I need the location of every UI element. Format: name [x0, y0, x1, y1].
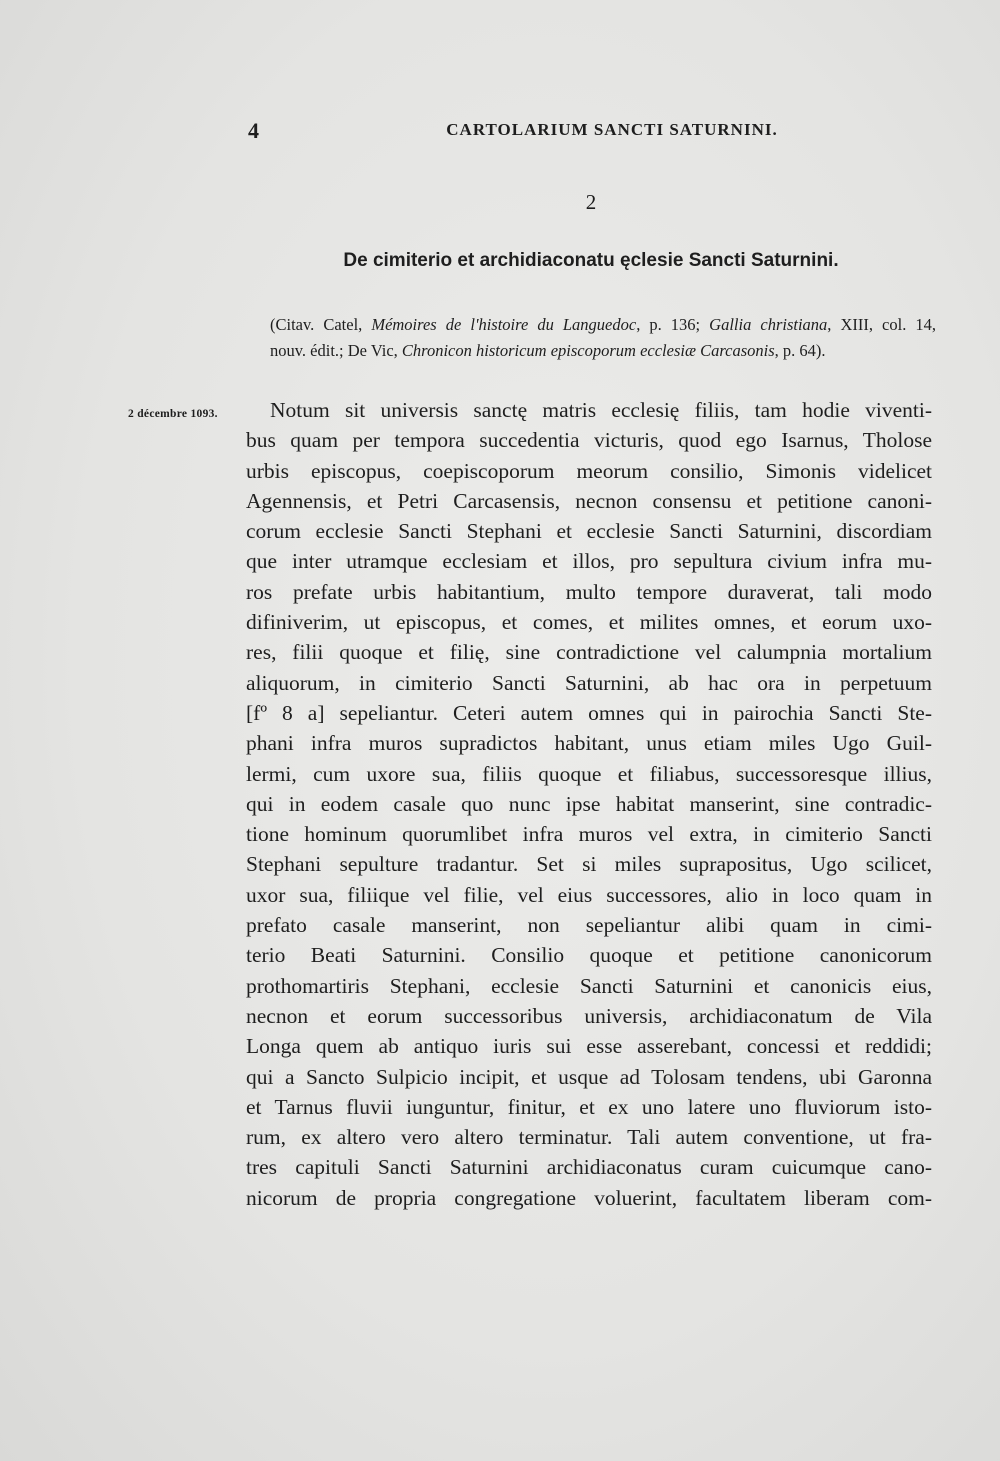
running-title: CARTOLARIUM SANCTI SATURNINI. — [446, 120, 778, 139]
citation-segment: nouv. édit.; De Vic, — [270, 341, 402, 360]
citation-work-title: Mémoires de l'histoire du Languedoc — [371, 315, 637, 334]
body-line: bus quam per tempora succedentia victuris, quod ego Isarnus, Tholose — [246, 428, 932, 453]
body-line: Notum sit universis sanctę matris ecclesię filiis, tam hodie viventi- — [270, 398, 932, 422]
citation-work-title: Gallia christiana — [709, 315, 828, 334]
body-line: nicorum de propria congregatione voluerint, facultatem liberam com- — [246, 1185, 932, 1210]
body-line: tres capituli Sancti Saturnini archidiaconatus curam cuicumque cano- — [246, 1155, 932, 1180]
body-line: lermi, cum uxore sua, filiis quoque et filiabus, successoresque illius, — [246, 761, 932, 786]
body-line: Longa quem ab antiquo iuris sui esse asserebant, concessi et reddidi; — [246, 1034, 932, 1059]
charter-number: 2 — [585, 190, 597, 214]
body-line: uxor sua, filiique vel filie, vel eius successores, alio in loco quam in — [246, 882, 932, 907]
margin-date: 2 décembre 1093. — [128, 408, 218, 420]
body-line: necnon et eorum successoribus universis, archidiaconatum de Vila — [246, 1003, 932, 1028]
body-line: et Tarnus fluvii iunguntur, finitur, et ex uno latere uno fluviorum isto- — [246, 1094, 932, 1119]
citation-segment: (Citav. Catel, — [270, 315, 372, 334]
citation-line-1 — [246, 312, 936, 338]
body-line: [fº 8 a] sepeliantur. Ceteri autem omnes qui in pairochia Sancti Ste- — [246, 700, 932, 725]
body-line: res, filii quoque et filię, sine contradictione vel calumpnia mortalium — [246, 640, 932, 665]
body-line: Agennensis, et Petri Carcasensis, necnon consensu et petitione canoni- — [246, 488, 932, 513]
body-line: qui a Sancto Sulpicio incipit, et usque ad Tolosam tendens, ubi Garonna — [246, 1064, 932, 1089]
body-line: Stephani sepulture tradantur. Set si miles suprapositus, Ugo scilicet, — [246, 852, 932, 877]
citation-segment: , p. 136; — [636, 315, 710, 334]
body-line: tione hominum quorumlibet infra muros vel extra, in cimiterio Sancti — [246, 822, 932, 847]
body-line: que inter utramque ecclesiam et illos, pro sepultura civium infra mu- — [246, 549, 932, 574]
body-line: phani infra muros supradictos habitant, unus etiam miles Ugo Guil- — [246, 731, 932, 756]
body-line: corum ecclesie Sancti Stephani et ecclesie Sancti Saturnini, discordiam — [246, 519, 932, 544]
citation-line-2 — [246, 338, 936, 364]
body-line: difiniverim, ut episcopus, et comes, et milites omnes, et eorum uxo- — [246, 610, 932, 635]
body-line: qui in eodem casale quo nunc ipse habitat manserint, sine contradic- — [246, 791, 932, 816]
citation-segment: , XIII, col. 14, — [827, 315, 936, 334]
page-number: 4 — [248, 118, 259, 143]
body-line: prothomartiris Stephani, ecclesie Sancti Saturnini et canonicis eius, — [246, 973, 932, 998]
body-line: terio Beati Saturnini. Consilio quoque et petitione canonicorum — [246, 943, 932, 968]
citation-segment: , p. 64). — [774, 341, 826, 360]
charter-title: De cimiterio et archidiaconatu ęclesie Sancti Saturnini. — [343, 250, 839, 271]
body-line: rum, ex altero vero altero terminatur. Tali autem conventione, ut fra- — [246, 1125, 932, 1150]
source-citations — [246, 312, 936, 364]
body-line: urbis episcopus, coepiscoporum meorum consilio, Simonis videlicet — [246, 458, 932, 483]
body-line: ros prefate urbis habitantium, multo tempore duraverat, tali modo — [246, 579, 932, 604]
charter-body — [246, 395, 932, 1213]
citation-work-title: Chronicon historicum episcoporum ecclesiæ Carcasonis — [401, 341, 775, 360]
body-line: prefato casale manserint, non sepeliantur alibi quam in cimi- — [246, 913, 932, 938]
body-line: aliquorum, in cimiterio Sancti Saturnini, ab hac ora in perpetuum — [246, 670, 932, 695]
